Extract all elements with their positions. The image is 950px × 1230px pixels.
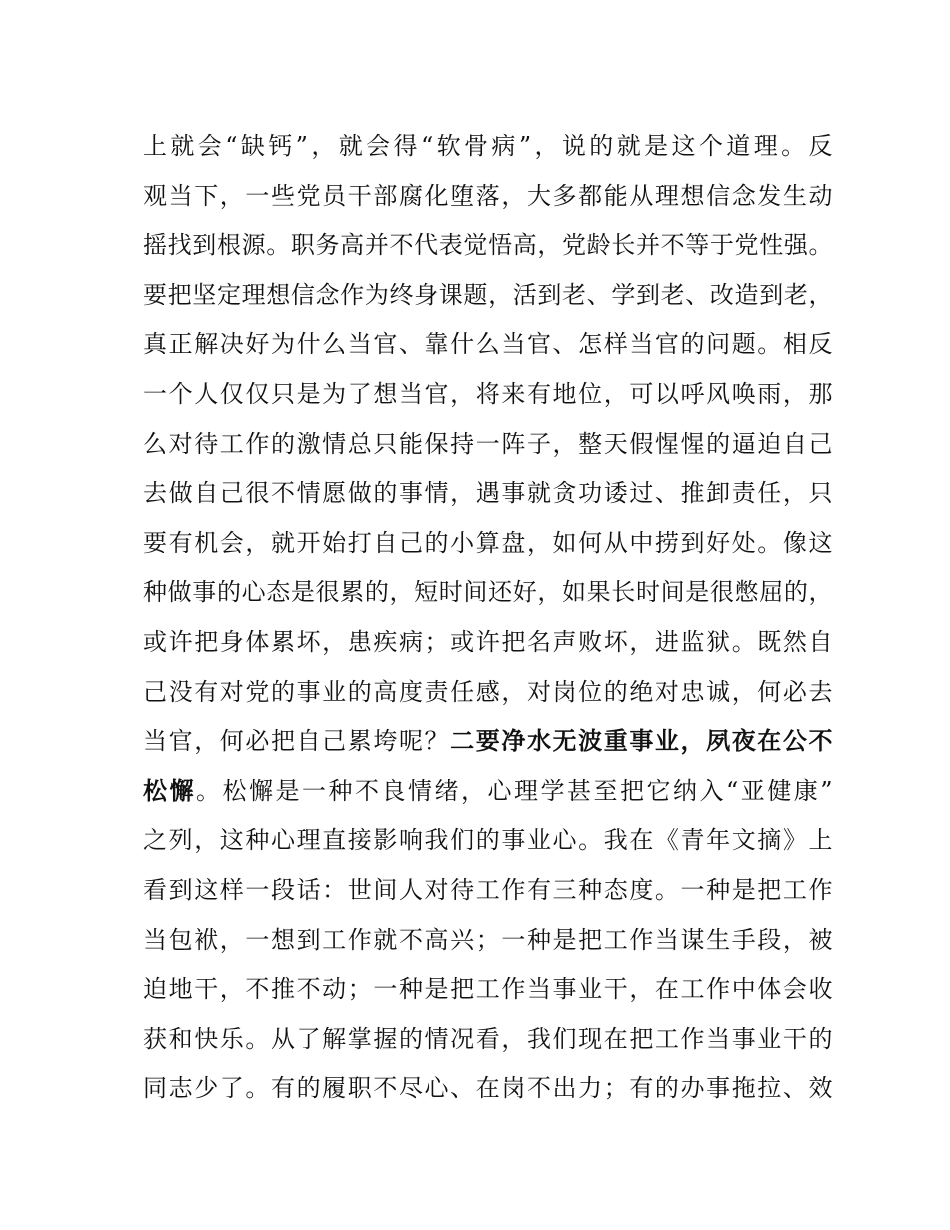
paragraph-text: 同志少了。有的履职不尽心、在岗不出力；有的办事拖拉、效 — [143, 1074, 833, 1103]
paragraph-text: 要把坚定理想信念作为终身课题，活到老、学到老、改造到老， — [143, 280, 833, 309]
text-line — [143, 717, 833, 767]
text-line — [143, 370, 833, 420]
bold-heading-text: 二要净水无波重事业，夙夜在公不 — [450, 727, 833, 756]
paragraph-text: 看到这样一段话：世间人对待工作有三种态度。一种是把工作 — [143, 875, 833, 904]
paragraph-text: 当官，何必把自己累垮呢？ — [143, 727, 451, 756]
text-line — [143, 816, 833, 866]
text-line — [143, 668, 833, 718]
paragraph-text: 迫地干，不推不动；一种是把工作当事业干，在工作中体会收 — [143, 975, 833, 1004]
text-line — [143, 320, 833, 370]
text-line — [143, 618, 833, 668]
paragraph-text: 上就会“缺钙”，就会得“软骨病”，说的就是这个道理。反 — [143, 132, 833, 160]
bold-heading-text: 松懈 — [143, 776, 196, 805]
text-line — [143, 221, 833, 271]
paragraph-text: 获和快乐。从了解掌握的情况看，我们现在把工作当事业干的 — [143, 1024, 833, 1053]
paragraph-text: 真正解决好为什么当官、靠什么当官、怎样当官的问题。相反 — [143, 330, 833, 359]
text-line — [143, 519, 833, 569]
paragraph-text: 去做自己很不情愿做的事情，遇事就贪功诿过、推卸责任，只 — [143, 479, 833, 508]
text-line — [143, 122, 833, 172]
text-line — [143, 767, 833, 817]
text-line — [143, 469, 833, 519]
paragraph-text: 或许把身体累坏，患疾病；或许把名声败坏，进监狱。既然自 — [143, 627, 833, 656]
paragraph-text: 种做事的心态是很累的，短时间还好，如果长时间是很憋屈的， — [143, 578, 833, 607]
text-line — [143, 866, 833, 916]
text-line — [143, 965, 833, 1015]
paragraph-text: 要有机会，就开始打自己的小算盘，如何从中捞到好处。像这 — [143, 528, 833, 557]
paragraph-text: 摇找到根源。职务高并不代表觉悟高，党龄长并不等于党性强。 — [143, 231, 833, 260]
text-line — [143, 420, 833, 470]
paragraph-text: 己没有对党的事业的高度责任感，对岗位的绝对忠诚，何必去 — [143, 677, 833, 706]
text-line — [143, 271, 833, 321]
paragraph-text: 么对待工作的激情总只能保持一阵子，整天假惺惺的逼迫自己 — [143, 429, 833, 458]
paragraph-text: 之列，这种心理直接影响我们的事业心。我在《青年文摘》上 — [143, 826, 833, 855]
text-line — [143, 916, 833, 966]
text-line — [143, 172, 833, 222]
body-text — [143, 122, 833, 1114]
text-line — [143, 1015, 833, 1065]
paragraph-text: 。松懈是一种不良情绪，心理学甚至把它纳入“亚健康” — [196, 776, 833, 805]
text-line — [143, 1064, 833, 1114]
text-line — [143, 568, 833, 618]
paragraph-text: 观当下，一些党员干部腐化堕落，大多都能从理想信念发生动 — [143, 181, 833, 210]
paragraph-text: 一个人仅仅只是为了想当官，将来有地位，可以呼风唤雨，那 — [143, 379, 833, 408]
paragraph-text: 当包袱，一想到工作就不高兴；一种是把工作当谋生手段，被 — [143, 925, 833, 954]
